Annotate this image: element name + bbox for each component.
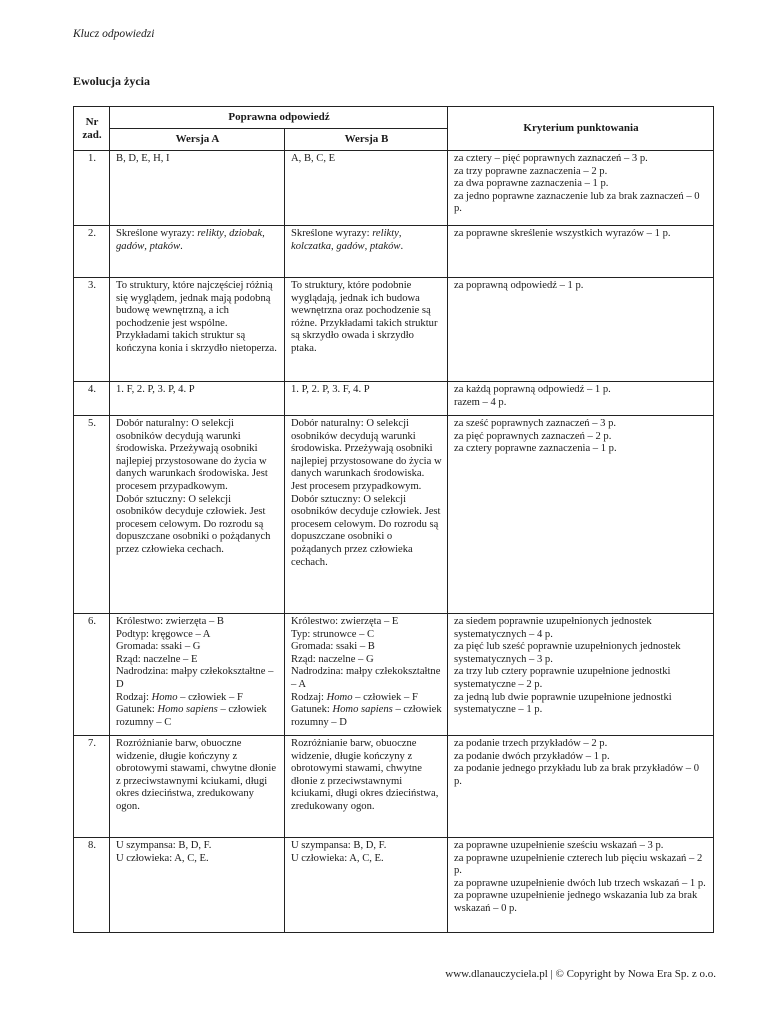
scoring-criterion-line: za poprawne uzupełnienie jednego wskazania lub za brak wskazań – 0 p. <box>454 890 698 914</box>
version-a-answer-line: 1. F, 2. P, 3. P, 4. P <box>116 384 195 395</box>
scoring-criterion-line: za pięć poprawnych zaznaczeń – 2 p. <box>454 430 612 442</box>
table-row <box>74 278 714 382</box>
scoring-criterion-line: za dwa poprawne zaznaczenia – 1 p. <box>454 178 609 190</box>
version-a-answer-line: Gromada: ssaki – G <box>116 641 201 653</box>
version-b-answer-line: Dobór naturalny: O selekcji osobników decydują warunki środowiska. Przeżywają osobniki najlepiej przystosowane do życia w danych warunkach środowiska. Jest procesem przypadkowym. <box>291 418 442 492</box>
version-a-answer-line: Nadrodzina: małpy człekokształtne – D <box>116 666 274 690</box>
header-correct-answer: Poprawna odpowiedź <box>110 107 448 129</box>
version-a-answer-line: U szympansa: B, D, F. <box>116 840 212 851</box>
version-b-answer-line: Nadrodzina: małpy człekokształtne – A <box>291 666 441 690</box>
version-b-answer-line: To struktury, które podobnie wyglądają, jednak ich budowa wewnętrzna oraz pochodzenie są różne. Przykładami takich struktur są skrzydło owada i skrzydło ptaka. <box>291 280 438 354</box>
scoring-criterion-line: za podanie dwóch przykładów – 1 p. <box>454 750 610 762</box>
version-b-answer-line: Królestwo: zwierzęta – E <box>291 616 399 627</box>
version-b-answer-line: Gatunek: Homo sapiens – człowiek rozumny – D <box>291 704 442 728</box>
table-row <box>74 838 714 933</box>
document-title: Ewolucja życia <box>73 74 150 88</box>
version-b-answer-line: U szympansa: B, D, F. <box>291 840 387 851</box>
header-version-b: Wersja B <box>285 129 448 151</box>
task-number: 6. <box>74 614 110 736</box>
scoring-criterion-line: za poprawną odpowiedź – 1 p. <box>454 280 584 291</box>
version-a-answer-line: Skreślone wyrazy: relikty, dziobak, gadów, ptaków. <box>116 228 265 252</box>
scoring-criterion-line: za podanie jednego przykładu lub za brak przykładów – 0 p. <box>454 763 700 787</box>
task-number: 1. <box>74 151 110 226</box>
header-version-a: Wersja A <box>110 129 285 151</box>
version-b-answer <box>285 736 448 838</box>
task-number: 4. <box>74 382 110 416</box>
version-b-answer-line: Gromada: ssaki – B <box>291 641 375 653</box>
version-a-answer <box>110 151 285 226</box>
version-a-answer-line: Podtyp: kręgowce – A <box>116 628 211 640</box>
version-b-answer-line: A, B, C, E <box>291 153 336 164</box>
version-b-answer-line: 1. P, 2. P, 3. F, 4. P <box>291 384 370 395</box>
version-b-answer <box>285 614 448 736</box>
version-a-answer-line: Gatunek: Homo sapiens – człowiek rozumny – C <box>116 704 267 728</box>
version-a-answer <box>110 278 285 382</box>
scoring-criterion-line: za sześć poprawnych zaznaczeń – 3 p. <box>454 418 617 429</box>
scoring-criterion-line: za cztery poprawne zaznaczenia – 1 p. <box>454 443 617 455</box>
version-a-answer <box>110 382 285 416</box>
version-b-answer <box>285 838 448 933</box>
scoring-criterion <box>448 151 714 226</box>
version-a-answer-line: To struktury, które najczęściej różnią się wyglądem, jednak mają podobną budowę wewnętrzną, a ich pochodzenie jest wspólne. Przykładami takich struktur są kończyna konia i skrzydło nietoperza. <box>116 280 277 354</box>
table-row <box>74 226 714 278</box>
scoring-criterion-line: za każdą poprawną odpowiedź – 1 p. <box>454 384 611 395</box>
version-b-answer <box>285 226 448 278</box>
scoring-criterion-line: razem – 4 p. <box>454 396 507 408</box>
header-note: Klucz odpowiedzi <box>73 28 155 40</box>
scoring-criterion-line: za trzy lub cztery poprawnie uzupełnione jednostki systematyczne – 2 p. <box>454 666 671 690</box>
footer-copyright: www.dlanauczyciela.pl | © Copyright by Nowa Era Sp. z o.o. <box>445 968 716 980</box>
header-criterion: Kryterium punktowania <box>448 107 714 151</box>
version-b-answer-line: Rozróżnianie barw, obuoczne widzenie, długie kończyny z obrotowymi stawami, chwytne dłonie z przeciwstawnymi kciukami, długi okres dzieciństwa, zredukowany ogon. <box>291 738 439 812</box>
version-a-answer-line: Dobór sztuczny: O selekcji osobników decyduje człowiek. Jest procesem celowym. Do rozrodu są dopuszczane osobniki o pożądanych przez człowieka cechach. <box>116 493 271 555</box>
task-number: 2. <box>74 226 110 278</box>
version-a-answer <box>110 226 285 278</box>
task-number: 3. <box>74 278 110 382</box>
version-a-answer-line: U człowieka: A, C, E. <box>116 852 209 864</box>
task-number: 5. <box>74 416 110 614</box>
version-b-answer <box>285 278 448 382</box>
scoring-criterion-line: za jedno poprawne zaznaczenie lub za brak zaznaczeń – 0 p. <box>454 190 700 215</box>
scoring-criterion <box>448 736 714 838</box>
header-nr: Nr zad. <box>74 107 110 151</box>
version-a-answer-line: Dobór naturalny: O selekcji osobników decydują warunki środowiska. Przeżywają osobniki najlepiej przystosowane do życia w danych warunkach środowiska. Jest procesem przypadkowym. <box>116 418 268 492</box>
version-a-answer-line: B, D, E, H, I <box>116 153 170 164</box>
scoring-criterion <box>448 278 714 382</box>
scoring-criterion-line: za cztery – pięć poprawnych zaznaczeń – 3 p. <box>454 153 648 164</box>
version-a-answer-line: Rodzaj: Homo – człowiek – F <box>116 691 243 703</box>
table-body <box>74 151 714 933</box>
version-b-answer <box>285 382 448 416</box>
scoring-criterion-line: za trzy poprawne zaznaczenia – 2 p. <box>454 165 608 177</box>
scoring-criterion <box>448 838 714 933</box>
version-a-answer <box>110 614 285 736</box>
table-row <box>74 151 714 226</box>
version-a-answer-line: Rozróżnianie barw, obuoczne widzenie, długie kończyny z obrotowymi stawami, chwytne dłonie z przeciwstawnymi kciukami, długi okres dzieciństwa, zredukowany ogon. <box>116 738 277 812</box>
version-b-answer-line: Rodzaj: Homo – człowiek – F <box>291 691 418 703</box>
version-a-answer <box>110 736 285 838</box>
version-a-answer-line: Królestwo: zwierzęta – B <box>116 616 224 627</box>
table-row <box>74 382 714 416</box>
scoring-criterion-line: za jedną lub dwie poprawnie uzupełnione jednostki systematyczne – 1 p. <box>454 691 672 716</box>
scoring-criterion-line: za podanie trzech przykładów – 2 p. <box>454 738 608 749</box>
scoring-criterion-line: za pięć lub sześć poprawnie uzupełnionych jednostek systematycznych – 3 p. <box>454 641 681 665</box>
task-number: 7. <box>74 736 110 838</box>
answer-key-table <box>73 106 714 933</box>
table-row <box>74 416 714 614</box>
version-b-answer-line: Dobór sztuczny: O selekcji osobników decyduje człowiek. Jest procesem celowym. Do rozrodu są dopuszczane osobniki o pożądanych przez człowieka cechach. <box>291 493 441 568</box>
scoring-criterion-line: za poprawne skreślenie wszystkich wyrazów – 1 p. <box>454 228 671 239</box>
scoring-criterion <box>448 614 714 736</box>
version-a-answer <box>110 416 285 614</box>
scoring-criterion-line: za poprawne uzupełnienie sześciu wskazań – 3 p. <box>454 840 664 851</box>
version-b-answer <box>285 416 448 614</box>
task-number: 8. <box>74 838 110 933</box>
version-a-answer-line: Rząd: naczelne – E <box>116 653 198 665</box>
version-b-answer-line: Typ: strunowce – C <box>291 628 375 640</box>
table-row <box>74 736 714 838</box>
version-b-answer-line: Skreślone wyrazy: relikty, kolczatka, gadów, ptaków. <box>291 228 404 252</box>
table-row <box>74 614 714 736</box>
version-b-answer-line: Rząd: naczelne – G <box>291 653 374 665</box>
scoring-criterion-line: za poprawne uzupełnienie dwóch lub trzech wskazań – 1 p. <box>454 877 706 889</box>
scoring-criterion <box>448 416 714 614</box>
version-b-answer-line: U człowieka: A, C, E. <box>291 852 384 864</box>
version-b-answer <box>285 151 448 226</box>
scoring-criterion-line: za siedem poprawnie uzupełnionych jednostek systematycznych – 4 p. <box>454 616 652 640</box>
scoring-criterion-line: za poprawne uzupełnienie czterech lub pięciu wskazań – 2 p. <box>454 852 703 877</box>
scoring-criterion <box>448 382 714 416</box>
scoring-criterion <box>448 226 714 278</box>
version-a-answer <box>110 838 285 933</box>
